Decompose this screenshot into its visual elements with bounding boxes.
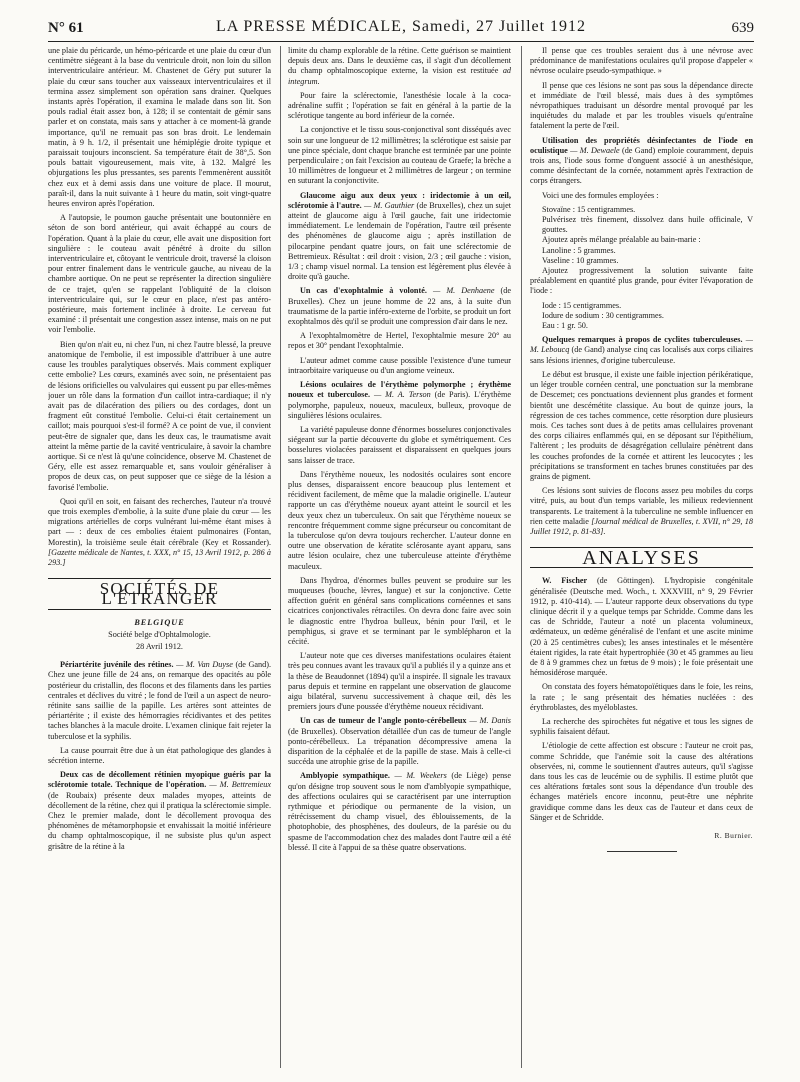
article-title: Deux cas de décollement rétinien myopique guéris par la sclérotomie totale. Technique de l'opération. <box>48 770 271 790</box>
article-text: (de Bruxelles). Observation détaillée d'un cas de tumeur de l'angle ponto-cérébelleux. La trépanation décompressive amena la disparition de la céphalée et de la papille de stase. Mais à celle-ci succéda une atrophie grise de la papille. <box>288 726 511 767</box>
end-rule <box>607 851 677 852</box>
article-author: — M. Leboucq <box>530 335 753 355</box>
article-text: (de Gand). Chez une jeune fille de 24 ans, on remarque des opacités au pôle postérieur du cristallin, des flocons et des filaments dans les parties centrales et déclives du vitré ; le fond de l'œil a un aspect de neuro-rétinite sans saillie de la papille. Les artères sont atteintes de périartérite ; il existe des hémorragies récidivantes et des petites taches blanches à la macule droite. L'examen clinique fait rejeter la tuberculose et la syphilis. <box>48 660 271 741</box>
article-text: (de Paris). L'érythème polymorphe, papuleux, noueux, maculeux, bulleux, provoque de singulières lésions oculaires. <box>288 390 511 420</box>
paragraph: Dans l'érythème noueux, les nodosités oculaires sont encore plus denses, disparaissent encore beaucoup plus lentement et récidivent facilement, de même que la maladie originelle. L'auteur rapporte un cas d'érythème noueux ayant atteint le sourcil et les deux yeux chez un tuberculeux. On sait que l'érythème noueux se rencontre fréquemment comme signe précurseur ou concomitant de la tuberculose qu'on devra toujours rechercher. L'auteur donne en outre une observation de kératite sclérosante ayant apparu, sans autre lésion oculaire, chez une tuberculeuse atteinte d'érythème maculeux. <box>288 469 511 571</box>
journal-title: LA PRESSE MÉDICALE, Samedi, 27 Juillet 1912 <box>215 18 587 35</box>
article-title: Périartérite juvénile des rétines. <box>60 660 174 670</box>
paragraph: Pour faire la sclérectomie, l'anesthésie locale à la coca-adrénaline suffit ; l'opération se fait en général à la partie de la sclérotique tangente au bord inférieur de la cornée. <box>288 90 511 121</box>
paragraph: On constata des foyers hématopoïétiques dans le foie, les reins, la rate ; le sang présentait des hématies nucléées : des érythroblastes, des myéloblastes. <box>530 682 753 712</box>
column-1 <box>48 46 271 1072</box>
signature: R. Burnier. <box>714 831 753 841</box>
article <box>530 576 753 678</box>
article-author: — M. Van Duyse <box>176 660 233 670</box>
column-divider <box>521 46 522 1068</box>
paragraph: une plaie du péricarde, un hémo-péricarde et une plaie du cœur d'un centimètre siégeant à la base du ventricule droit, non loin du sillon interventriculaire antérieur. M. Chastenet de Géry put suturer la plaie du cœur sans toucher aux vaisseaux interventriculaires et il termina assez simplement son opération sans drainer. Quelques instants après l'opération, il examina le malade dans son lit. Son pouls radial était assez bon, à 128; il se contentait de gémir sans parler et on constata, mais sans y attacher à ce moment-là grande importance, qu'il ne remuait pas son bras droit. Le lendemain matin, à 9 h. 1/2, il présentait une hémiplégie droite typique et paraissait toujours inconscient. Sa température était de 38°,5. Son pouls battait vigoureusement, mais vite, à 132. Malgré les objurgations les plus pressantes, ses parents l'emmenèrent aussitôt chez eux et à demi assis dans une voiture de place. Il mourut, paraît-il, dans la nuit suivante à 1 heure du matin, soit vingt-quatre heures environ après l'opération. <box>48 46 271 209</box>
article-text: (de Gand) emploie couramment, depuis trois ans, l'iode sous forme d'onguent associé à un anesthésique, comme désinfectant de la cornée, notamment après l'extraction de corps étrangers. <box>530 145 753 186</box>
paragraph: Le début est brusque, il existe une faible injection périkératique, un léger trouble cornéen central, une ponctuation sur la membrane de Descemet; ces ponctuations deviennent plus grandes et forment bientôt une descémétite classique. Au bout de quinze jours, la régression de ces taches commence, cette résorption dure plusieurs mois. Ces taches sont dues à de petits amas cellulaires provenant des corps ciliaires enflammés qui, en se déposant sur l'épithélium, l'altèrent ; les produits de désagrégation cellulaire pénètrent dans les couches profondes de la cornée et attirent les leucocytes ; les précipitations se transforment en taches brunes constituées par des grains de pigment. <box>530 369 753 481</box>
formula-line: Iode : 15 centigrammes. <box>542 300 622 310</box>
formula-line: Vaseline : 10 grammes. <box>542 255 619 265</box>
article <box>288 286 511 327</box>
paragraph: Dans l'hydroa, d'énormes bulles peuvent se produire sur les muqueuses (bouche, lèvres, langue) et sur la conjonctive. Cette affection guérit en général sans complications cornéennes et sans cicatrices conjonctivales rétractiles. On devra donc faire avec soin le diagnostic entre l'hydroa bulleux, bénin pour l'œil, et le pemphigus, si grave et se terminant par le symblépharon et la cécité. <box>288 575 511 646</box>
paragraph: Ajoutez progressivement la solution suivante faite préalablement en quantité plus grande, pour éviter l'évaporation de l'iode : <box>530 266 753 296</box>
paragraph: La cause pourrait être due à un état pathologique des glandes à sécrétion interne. <box>48 745 271 765</box>
article <box>48 770 271 852</box>
formula-line: Iodure de sodium : 30 centigrammes. <box>542 310 664 320</box>
column-3 <box>530 46 753 1072</box>
article-title: Amblyopie sympathique. <box>300 771 390 781</box>
article-author: — M. Danis <box>469 716 511 726</box>
paragraph: L'auteur note que ces diverses manifestations oculaires étaient très peu connues avant les travaux qu'il a publiés il y a quinze ans et la thèse de Beaudonnet (1894) qu'il a inspirée. Il signale les travaux parus depuis et termine en rappelant une observation de glaucome aigu bilatéral, survenu successivement à chaque œil, dès les premiers jours d'une poussée d'érythème noueux récidivant. <box>288 651 511 712</box>
article-author: — M. Bettremieux <box>209 780 271 790</box>
paragraph-text: Ces lésions sont suivies de flocons assez peu mobiles du corps vitré, puis, au bout d'un temps variable, les milieux redeviennent transparents. Le traitement à la tuberculine ne semble influencer en rien cette maladie <box>530 486 753 526</box>
article-author: — M. A. Terson <box>373 390 431 400</box>
paragraph <box>48 497 271 568</box>
formula-line: Ajoutez après mélange préalable au bain-marie : <box>542 235 701 245</box>
reference: [Gazette médicale de Nantes, t. XXX, n° 15, 13 Avril 1912, p. 286 à 293.] <box>48 547 271 567</box>
paragraph <box>530 486 753 537</box>
column-divider <box>280 46 281 1068</box>
paragraph-text: limite du champ explorable de la rétine. Cette guérison se maintient depuis deux ans. Dans le deuxième cas, il s'agit d'un décollement du champ ophtalmoscopique externe, la vision est restituée <box>288 46 511 76</box>
paragraph-text: Quoi qu'il en soit, en faisant des recherches, l'auteur n'a trouvé que trois exemples d'embolie, à la suite d'une plaie du cœur — les migrations artérielles de corps vulnérant lui-même étant mises à part — : deux de ces embolies étaient pulmonaires (Fontan, Morestin), la troisième seule était cérébrale (Key et Rossander). <box>48 496 271 547</box>
page-header <box>48 18 754 40</box>
article-text: (de Gand) analyse cinq cas localisés aux corps ciliaires sans lésions iriennes, d'origine tuberculeuse. <box>530 345 753 365</box>
article-author: — M. Gauthier <box>363 200 415 210</box>
article <box>288 191 511 283</box>
paragraph <box>288 46 511 87</box>
paragraph: La conjonctive et le tissu sous-conjonctival sont disséqués avec soin sur une longueur de 12 millimètres; la sclérotique est saisie par une pince spéciale, dont chaque branche est terminée par une pointe perpendiculaire ; on fait l'excision au couteau de Graefe; la brèche a 10 millimètres de longueur et 2 millimètres de largeur ; on termine en suturant la conjonctivite. <box>288 125 511 186</box>
formula-line: Eau : 1 gr. 50. <box>542 321 588 331</box>
article-author: W. Fischer <box>542 576 588 586</box>
issue-number: N° 61 <box>48 20 84 36</box>
formula-line: Stovaïne : 15 centigrammes. <box>542 204 636 214</box>
formula-line: Pulvérisez très finement, dissolvez dans huile officinale, V gouttes. <box>542 215 753 235</box>
article <box>288 771 511 853</box>
column-2 <box>288 46 511 1072</box>
formula-line: Lanoline : 5 grammes. <box>542 245 616 255</box>
paragraph: La variété papuleuse donne d'énormes bosselures conjonctivales siégeant sur la partie découverte du globe et symétriquement. Ces bosselures violacées paraissent et disparaissent en quelques jours sans laisser de trace. <box>288 424 511 465</box>
italic-phrase: ad integrum. <box>288 66 511 86</box>
section-title: ANALYSES <box>530 547 753 568</box>
paragraph: Bien qu'on n'ait eu, ni chez l'un, ni chez l'autre blessé, la preuve anatomique de l'embolie, il est impossible d'attribuer à une autre cause les troubles paralytiques observés. Mais comment expliquer cette embolie? Les cœurs, examinés avec soin, ne présentaient pas de lésions orificielles ou valvulaires qui eussent pu par elles-mêmes jouer un rôle dans la formation d'un caillot intra-cardiaque; il n'y avait pas de dilacération des piliers ou des cordages, dont un fragment eût constitué l'embolie. Celui-ci était certainement un caillot; mais pourquoi s'est-il formé? A ce point de vue, il convient peut-être de signaler que, dans les deux cas, le traumatisme avait atteint la même partie de la cavité ventriculaire, à savoir la chambre aortique. Si ce n'est là qu'une coïncidence, observe M. Chastenet de Géry, elle est assez remarquable et, sans vouloir généraliser à propos de deux cas, on peut supposer que ce siège de la lésion a favorisé l'embolie. <box>48 339 271 492</box>
section-title: SOCIÉTÉS DE L'ÉTRANGER <box>48 578 271 609</box>
paragraph: A l'exophtalmomètre de Hertel, l'exophtalmie mesure 20° au repos et 30° pendant l'exophtalmie. <box>288 331 511 351</box>
article-text: (de Roubaix) présente deux malades myopes, atteints de décollement de la rétine, chez qui il pratiqua la sclérectomie simple. Chez le premier malade, dont le décollement provoqua des phénomènes de métamorphopsie et envahissait la moitié inférieure du champ ophtalmoscopique, il ne subsiste plus qu'un aspect grisâtre de la rétine à la <box>48 790 271 851</box>
paragraph: L'auteur admet comme cause possible l'existence d'une tumeur intraorbitaire variqueuse ou d'un angiome veineux. <box>288 355 511 375</box>
article-text: (de Bruxelles), chez un sujet atteint de glaucome aigu à l'œil gauche, fait une iridectomie immédiatement. Le lendemain de l'opération, l'autre œil présente des phénomènes de glaucome aigu ; après instillation de pilocarpine pendant quatre jours, on fait une sclérectomie de Bettremieux. Résultat : œil droit : vision, 2/3 ; œil gauche : vision, 1/3 ; champ visuel normal. La tension est légèrement plus élevée à droite qu'à gauche. <box>288 200 511 282</box>
article-author: — M. Denhaene <box>432 286 495 296</box>
article-author: — M. Dewaele <box>570 145 620 155</box>
paragraph: A l'autopsie, le poumon gauche présentait une boutonnière en séton de son bord antérieur, qui avait échappé au cours de l'opération. Quant à la plaie du cœur, elle avait une disposition fort singulière : le couteau avait pénétré à droite du sillon interventriculaire et, côtoyant le ventricule droit, traversé la cloison pour entrer finalement dans le ventricule gauche, au niveau de la chambre aortique. On ne peut se représenter la direction singulière de ce trajet, qu'en se rappelant l'obliquité de la cloison interventriculaire qui, sur le cœur en place, n'est pas antéro-postérieure, mais fortement inclinée à droite. Le cerveau fut examiné : il présentait une congestion assez intense, mais on ne put voir l'embolie. <box>48 213 271 335</box>
article <box>48 660 271 742</box>
article-text: (de Bruxelles). Chez un jeune homme de 22 ans, à la suite d'un traumatisme de la partie inféro-externe de l'orbite, se produit un fort exophtalmos dès qu'il se produit une compression d'air dans le nez. <box>288 286 511 327</box>
paragraph: L'étiologie de cette affection est obscure : l'auteur ne croit pas, comme Schridde, que l'anémie soit la cause des altérations observées, ni, comme le soutiennent d'autres auteurs, qu'il s'agisse dans tous les cas de leucémie ou de syphilis. Il estime plutôt que ces altérations fœtales sont sous la dépendance d'un trouble des échanges matériels encore inconnu, peut-être une néphrite gravidique comme dans les deux cas de l'auteur et dans ceux de Sänger et de Schridde. <box>530 741 753 822</box>
article-title: Un cas de tumeur de l'angle ponto-cérébelleux <box>300 716 467 726</box>
society-name: Société belge d'Ophtalmologie. <box>108 629 211 639</box>
paragraph: La recherche des spirochètes fut négative et tous les signes de syphilis faisaient défaut. <box>530 716 753 737</box>
article-title: Un cas d'exophtalmie à volonté. <box>300 286 427 296</box>
header-rule <box>48 41 754 42</box>
page-number: 639 <box>731 20 754 36</box>
article-author: — M. Weekers <box>394 771 447 781</box>
article <box>288 716 511 767</box>
article-text: (de Göttingen). L'hydropisie congénitale généralisée (Deutsche med. Woch., t. XXXVIII, n° 9, 29 Février 1912, p. 410-414). — L'auteur rapporte deux observations du type clinique décrit il y a quelque temps par Schridde. Comme dans les cas de Schridde, l'auteur a noté un placenta volumineux, œdémateux, un œdème généralisé de l'enfant et une ascite minime (20 à 25 centimètres cubes); les anses intestinales et le mésentère étaient rigides, la rate était hypertrophiée (30 et 45 grammes au lieu de 8 à 9 grammes chez un fœtus de 9 mois) ; le foie présentait une hémosidérose marquée. <box>530 576 753 678</box>
article-title: Lésions oculaires de l'érythème polymorphe ; érythème noueux et tuberculose. <box>288 380 511 400</box>
article <box>530 136 753 187</box>
meeting-date: 28 Avril 1912. <box>136 641 183 651</box>
reference: [Journal médical de Bruxelles, t. XVII, n° 29, 18 Juillet 1912, p. 81-83]. <box>530 516 753 536</box>
article <box>288 380 511 421</box>
article <box>530 335 753 366</box>
paragraph: Voici une des formules employées : <box>542 190 659 200</box>
country-heading: BELGIQUE <box>134 617 185 627</box>
article-title: Glaucome aigu aux deux yeux : iridectomie à un œil, sclérotomie à l'autre. <box>288 190 511 210</box>
paragraph: Il pense que ces troubles seraient dus à une névrose avec prédominance de manifestations oculaires qu'il propose d'appeler « névrose oculaire pseudo-sympathique. » <box>530 46 753 76</box>
article-text: (de Liège) pense qu'on désigne trop souvent sous le nom d'amblyopie sympathique, des affections oculaires qui se caractérisent par une interruption rythmique et périodique ou permanente de la vision, un rétrécissement du champ visuel, des éblouissements, de la photophobie, des phosphènes, des douleurs, de la parésie ou du spasme de l'accommodation chez des malades dont l'autre œil a été blessé. Il cite à l'appui de sa thèse quatre observations. <box>288 771 511 852</box>
article-title: Utilisation des propriétés désinfectantes de l'iode en oculistique <box>530 135 753 155</box>
article-title: Quelques remarques à propos de cyclites tuberculeuses. <box>542 335 743 345</box>
paragraph: Il pense que ces lésions ne sont pas sous la dépendance directe et immédiate de l'œil blessé, mais dues à des symptômes névropathiques traduisant un désordre mental provoqué par les inquiétudes du malade et par les troubles visuels qu'entraîne fatalement la perte de l'œil. <box>530 80 753 131</box>
